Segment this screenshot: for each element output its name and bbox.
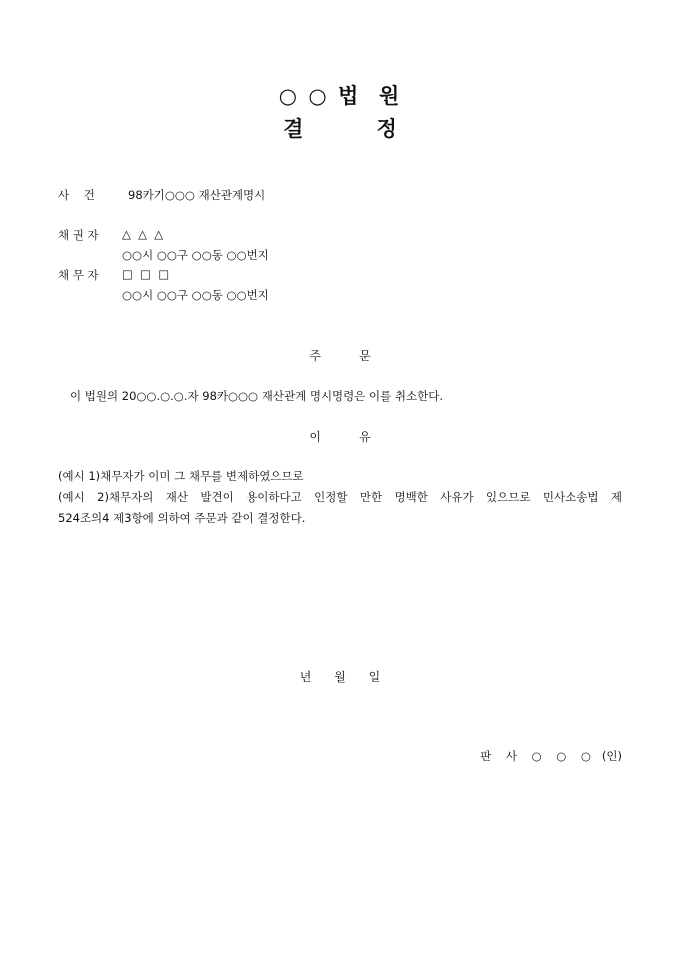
court-name: ○ ○ 법 원 <box>278 83 402 108</box>
case-value: 98카기○○○ 재산관계명시 <box>128 188 266 202</box>
creditor-address: ○○시 ○○구 ○○동 ○○번지 <box>122 248 269 262</box>
document-title: 결 정 <box>283 116 397 141</box>
reason-line-1: (예시 1)채무자가 이미 그 채무를 변제하였으므로 <box>58 469 304 483</box>
reason-line-3: 524조의4 제3항에 의하여 주문과 같이 결정한다. <box>58 511 306 525</box>
case-label: 사 건 <box>58 188 95 202</box>
debtor-name: □ □ □ <box>122 267 170 281</box>
debtor-label: 채 무 자 <box>58 268 99 282</box>
debtor-address: ○○시 ○○구 ○○동 ○○번지 <box>122 288 269 302</box>
judge-signature: 판 사 ○ ○ ○ (인) <box>480 749 622 763</box>
reason-line-2: (예시 2)채무자의 재산 발견이 용이하다고 인정할 만한 명백한 사유가 있으므로 민사소송법 제 <box>58 490 622 504</box>
order-heading: 주 문 <box>309 349 371 363</box>
reason-heading: 이 유 <box>309 430 371 444</box>
creditor-name: △ △ △ <box>122 227 164 241</box>
decision-date: 년 월 일 <box>299 670 381 684</box>
creditor-label: 채 권 자 <box>58 228 99 242</box>
order-text: 이 법원의 20○○.○.○.자 98카○○○ 재산관계 명시명령은 이를 취소한다. <box>70 389 444 403</box>
